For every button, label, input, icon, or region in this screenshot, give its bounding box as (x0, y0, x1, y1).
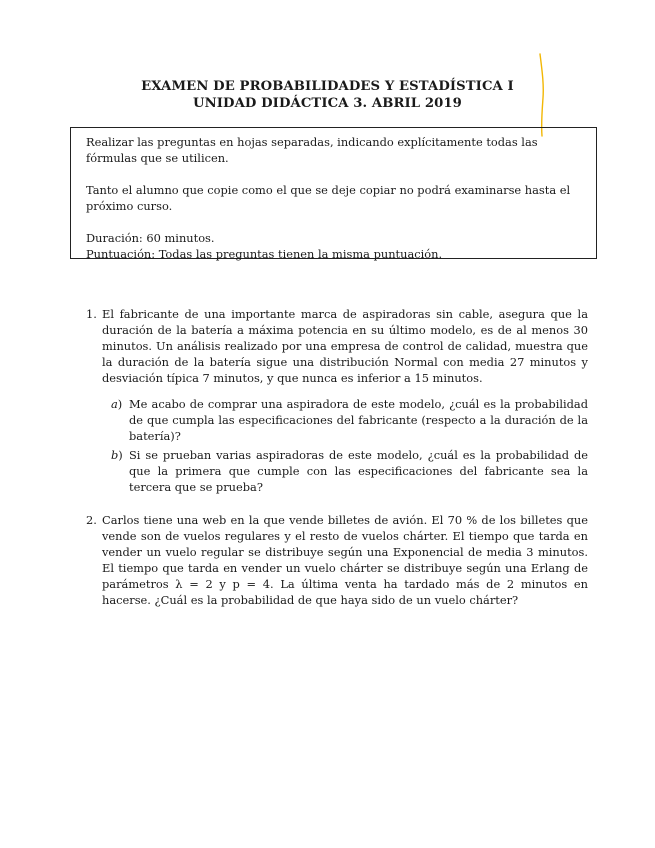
title-line-2: UNIDAD DIDÁCTICA 3. ABRIL 2019 (193, 96, 462, 111)
subquestion-label: b) (111, 448, 123, 462)
instructions-paragraph-1: Realizar las preguntas en hojas separadas, indicando explícitamente todas las fórmulas que se utilicen. (86, 135, 538, 165)
exam-title (0, 78, 655, 112)
subquestion-label: a) (111, 397, 123, 411)
instructions-paragraph-2: Tanto el alumno que copie como el que se deje copiar no podrá examinarse hasta el próximo curso. (86, 183, 571, 213)
question-list (0, 306, 655, 608)
subquestion-b (111, 447, 588, 495)
instructions-box (70, 127, 597, 259)
subquestion-list (102, 396, 588, 495)
duration-text: Duración: 60 minutos. (86, 231, 215, 245)
question-1 (86, 306, 588, 495)
title-line-1: EXAMEN DE PROBABILIDADES Y ESTADÍSTICA I (141, 79, 514, 94)
question-text: El fabricante de una importante marca de aspiradoras sin cable, asegura que la duración de la batería a máxima potencia en su último modelo, es de al menos 30 minutos. Un análisis realizado por una empresa de control de calidad, muestra que la duración de la batería sigue una distribución Normal con media 27 minutos y desviación típica 7 minutos, y que nunca es inferior a 15 minutos. (102, 307, 588, 385)
question-number: 2. (86, 513, 97, 527)
subquestion-text: Me acabo de comprar una aspiradora de este modelo, ¿cuál es la probabilidad de que cumpla las especificaciones del fabricante (respecto a la duración de la batería)? (129, 397, 588, 443)
question-number: 1. (86, 307, 97, 321)
p-expression: p = 4 (232, 577, 271, 591)
question-text: Carlos tiene una web en la que vende billetes de avión. El 70 % de los billetes que vende son de vuelos regulares y el resto de vuelos chárter. El tiempo que tarda en vender un vuelo regular se distribuye según una Exponencial de media 3 minutos. El tiempo que tarda en vender un vuelo chárter se distribuye según una Erlang de parámetros λ = 2 y p = 4. La última venta ha tardado más de 2 minutos en hacerse. ¿Cuál es la probabilidad de que haya sido de un vuelo chárter? (102, 513, 588, 607)
scoring-text: Puntuación: Todas las preguntas tienen la misma puntuación. (86, 247, 443, 261)
lambda-expression: λ = 2 (175, 577, 213, 591)
subquestion-a (111, 396, 588, 444)
subquestion-text: Si se prueban varias aspiradoras de este modelo, ¿cuál es la probabilidad de que la primera que cumple con las especificaciones del fabricante sea la tercera que se prueba? (129, 448, 588, 494)
question-2 (86, 512, 588, 608)
